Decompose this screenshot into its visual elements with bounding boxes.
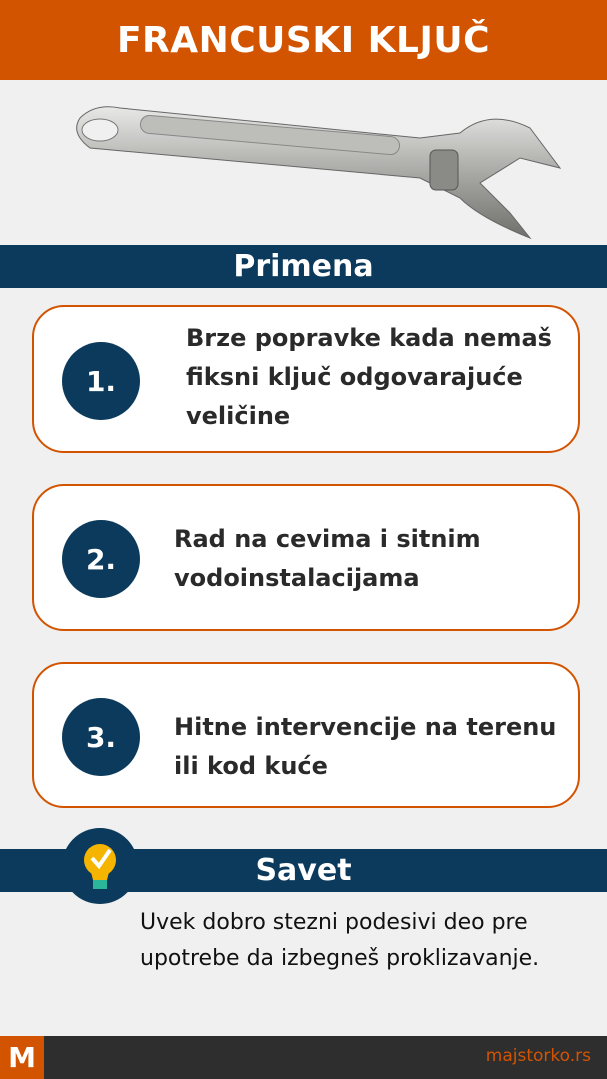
list-item — [32, 484, 580, 631]
lightbulb-icon — [62, 828, 138, 904]
section-primena-heading: Primena — [0, 245, 607, 288]
page-title: FRANCUSKI KLJUČ — [0, 0, 607, 80]
item-text: Brze popravke kada nemaš fiksni ključ odgovarajuće veličine — [186, 324, 552, 430]
item-number: 3. — [62, 698, 140, 776]
item-number: 2. — [62, 520, 140, 598]
tip-text: Uvek dobro stezni podesivi deo pre upotrebe da izbegneš proklizavanje. — [140, 910, 540, 971]
section-savet-heading: Savet — [0, 849, 607, 892]
logo: M — [0, 1036, 44, 1079]
item-text: Hitne intervencije na terenu ili kod kuće — [174, 713, 557, 780]
wrench-image — [60, 88, 580, 243]
list-item — [32, 662, 580, 808]
item-number: 1. — [62, 342, 140, 420]
footer — [0, 1036, 607, 1079]
list-item — [32, 305, 580, 453]
site-link[interactable]: majstorko.rs — [485, 1046, 591, 1066]
item-text: Rad na cevima i sitnim vodoinstalacijama — [174, 525, 481, 592]
